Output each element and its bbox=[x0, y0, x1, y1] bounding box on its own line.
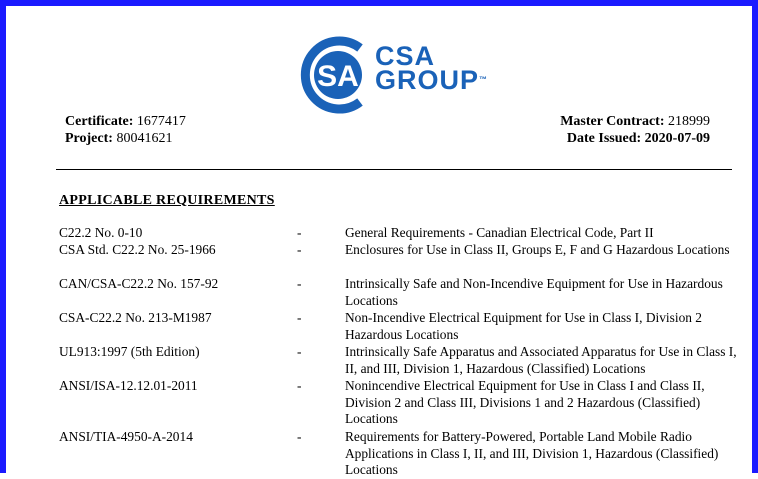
logo-word-group: GROUP™ bbox=[375, 65, 488, 95]
requirement-dash: - bbox=[297, 429, 302, 444]
section-title: APPLICABLE REQUIREMENTS bbox=[59, 193, 275, 208]
requirement-standard: UL913:1997 (5th Edition) bbox=[59, 344, 200, 359]
requirement-dash: - bbox=[297, 344, 302, 359]
header-divider bbox=[56, 169, 732, 170]
date-issued-value: 2020-07-09 bbox=[644, 131, 710, 146]
master-contract-label: Master Contract: bbox=[560, 114, 665, 129]
emblem-letters: SA bbox=[317, 60, 359, 93]
logo-word-csa: CSA bbox=[375, 41, 436, 71]
requirement-dash: - bbox=[297, 276, 302, 291]
requirement-standard: CAN/CSA-C22.2 No. 157-92 bbox=[59, 276, 219, 291]
requirement-standard: C22.2 No. 0-10 bbox=[59, 225, 143, 240]
requirement-dash: - bbox=[297, 242, 302, 257]
csa-emblem-icon bbox=[298, 26, 378, 126]
contract-info bbox=[560, 113, 710, 147]
requirement-description: Non-Incendive Electrical Equipment for Use in Class I, Division 2 Hazardous Locations bbox=[345, 310, 702, 342]
requirement-standard: CSA-C22.2 No. 213-M1987 bbox=[59, 310, 212, 325]
certificate-label: Certificate: bbox=[65, 114, 134, 129]
requirement-description: General Requirements - Canadian Electrical Code, Part II bbox=[345, 225, 654, 240]
project-line bbox=[65, 130, 186, 147]
certificate-info bbox=[65, 113, 186, 147]
csa-group-logo bbox=[298, 26, 498, 126]
date-issued-line bbox=[560, 130, 710, 147]
requirement-dash: - bbox=[297, 310, 302, 325]
certificate-value: 1677417 bbox=[136, 114, 186, 129]
requirement-description: Intrinsically Safe Apparatus and Associated Apparatus for Use in Class I, II, and III, Division 1, Hazardous (Classified) Locations bbox=[345, 344, 737, 376]
requirement-description: Intrinsically Safe and Non-Incendive Equipment for Use in Hazardous Locations bbox=[345, 276, 723, 308]
date-issued-label: Date Issued: bbox=[566, 131, 642, 146]
master-contract-line bbox=[560, 113, 710, 130]
requirement-dash: - bbox=[297, 378, 302, 393]
requirement-standard: ANSI/ISA-12.12.01-2011 bbox=[59, 378, 198, 393]
master-contract-value: 218999 bbox=[668, 114, 710, 129]
requirement-description: Nonincendive Electrical Equipment for Use in Class I and Class II, Division 2 and Class III, Divisions 1 and 2 Hazardous (Classified) Locations bbox=[345, 378, 705, 427]
requirement-description: Requirements for Battery-Powered, Portable Land Mobile Radio Applications in Class I, II, and III, Division 1, Hazardous (Classified) Locations bbox=[345, 429, 719, 478]
certificate-line bbox=[65, 113, 186, 130]
requirement-dash: - bbox=[297, 225, 302, 240]
requirement-standard: CSA Std. C22.2 No. 25-1966 bbox=[59, 242, 216, 257]
project-value: 80041621 bbox=[116, 131, 173, 146]
project-label: Project: bbox=[65, 131, 113, 146]
requirement-description: Enclosures for Use in Class II, Groups E, F and G Hazardous Locations bbox=[345, 242, 730, 257]
requirement-standard: ANSI/TIA-4950-A-2014 bbox=[59, 429, 193, 444]
